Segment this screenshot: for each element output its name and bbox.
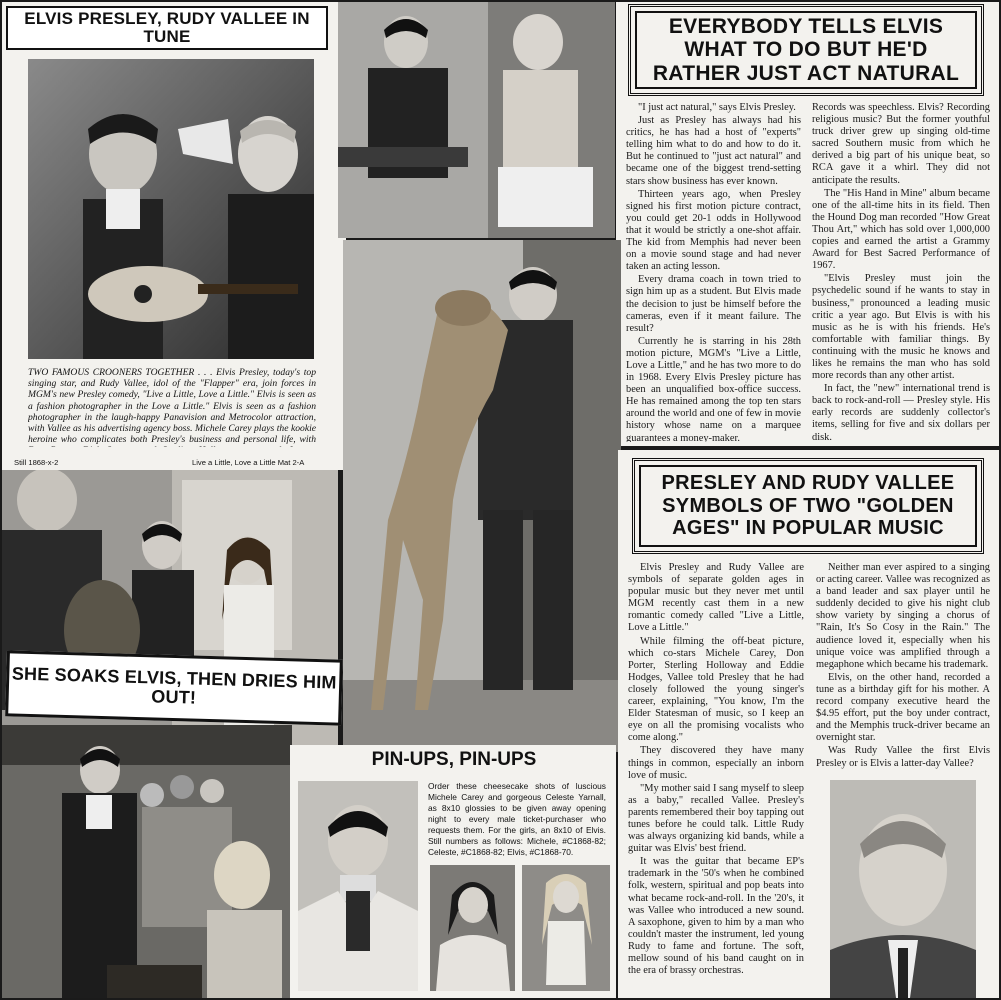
paragraph: Was Rudy Vallee the first Elvis Presley or is Elvis a latter-day Vallee? [816, 745, 990, 769]
headline-act-natural-box [628, 4, 984, 96]
pinups-text: Order these cheesecake shots of luscious Michele Carey and gorgeous Celeste Yarnall, as 8x10 glossies to be given away opening night to every male ticket-purchaser who requests them. For the girls, an 8x10 of Elvis. Still numbers as follows: Michele, #C1868-82; Celeste, #C1868-82; Elvis, #C1868-70. [428, 781, 606, 857]
article-act-natural-col2 [812, 102, 990, 442]
photo-art-5 [2, 725, 292, 998]
paragraph: They discovered they have many things in common, especially an inborn love of music. [628, 745, 804, 781]
paragraph [816, 771, 990, 772]
article-act-natural-col1 [626, 102, 801, 442]
photo-elvis-interview [338, 2, 615, 238]
caption-two-crooners-text: TWO FAMOUS CROONERS TOGETHER . . . Elvis Presley, today's top singing star, and Rudy Vallee, idol of the "Flapper" era, join forces in MGM's new Presley comedy, "Live a Little, Love a Little." Elvis is seen as a fashion photographer in the Love a Little." Elvis is seen as a fashion photographer in the laugh-happy Panavision and Metrocolor attraction, with Vallee as his advertising agency boss. Michele Carey plays the kookie heroine who complicates both Presley's business and personal life, with [28, 367, 316, 446]
photo-pinup-elvis [298, 781, 418, 991]
photo-elvis-great-dane [343, 240, 621, 752]
photo-art-2 [338, 2, 615, 238]
headline-golden-ages: PRESLEY AND RUDY VALLEE SYMBOLS OF TWO "GOLDEN AGES" IN POPULAR MUSIC [639, 465, 977, 547]
paragraph: Every drama coach in town tried to sign him up as a student. But Elvis made the decision to just be himself before the cameras, even if it meant failure. The result? [626, 274, 801, 334]
headline-golden-ages-box [632, 458, 984, 554]
paragraph: Records was speechless. Elvis? Recording religious music? But the former youthful truck driver grew up singing old-time sacred Southern music from which he derived a big part of his unique beat, so RCA gave it a whirl. They did not anticipate the results. [812, 102, 990, 186]
paragraph: "Elvis Presley must join the psychedelic sound if he wants to stay in business," pronounced a leading music critic a year ago. But Elvis is with his music as he is with his friends. He's comfortable with familiar things. By continuing with the music he knows and likes he remains the man who has sold more records than any other artist. [812, 273, 990, 382]
paragraph: While filming the off-beat picture, which co-stars Michele Carey, Don Porter, Sterling Holloway and Eddie Hodges, Vallee told Presley that he had closely followed the young singer's career, explaining, "You know, I'm the Elder Statesman of music, so I keep an eye on all the promising vocalists who come along." [628, 635, 804, 744]
paragraph: It was the guitar that became EP's trademark in the '50's when he combined folk, western, spiritual and pop beats into what became rock-and-roll. In the '20's, it was Vallee who introduced a new sound. A saxophone, given to him by a man who couldn't master the instrument, led young Rudy to fame and fortune. The soft, mellow sound of his band caught on in the era of brassy orchestras. [628, 856, 804, 977]
photo-party-scene [2, 725, 292, 998]
photo-pinup-celeste [522, 865, 610, 991]
headline-she-soaks [5, 650, 343, 725]
caption-two-crooners [28, 367, 316, 447]
panel-elvis-rudy-in-tune [2, 2, 346, 470]
photo-art-8 [522, 865, 610, 991]
photo-art-6 [298, 781, 418, 991]
photo-art-7 [430, 865, 515, 991]
paragraph: Currently he is starring in his 28th motion picture, MGM's "Live a Little, Love a Little," and he has two more to do in 1968. Every Elvis Presley picture has been an unqualified box-office success. He has remained among the top ten stars around the world and one of few in movie history whose name on a marquee guarantees a money-maker. [626, 335, 801, 442]
paragraph: Thirteen years ago, when Presley signed his first motion picture contract, you could get 20-1 odds in Hollywood that it would be strictly a one-shot affair. The kid from Memphis had never been on a movie sound stage and had never taken an acting lesson. [626, 188, 801, 273]
headline-act-natural: EVERYBODY TELLS ELVIS WHAT TO DO BUT HE'D RATHER JUST ACT NATURAL [635, 11, 977, 89]
headline-pinups: PIN-UPS, PIN-UPS [371, 749, 537, 770]
headline-in-tune [6, 6, 328, 50]
paragraph: Elvis, on the other hand, recorded a tune as a birthday gift for his mother. A record company executive heard the $4.95 effort, put the boy under contract, and the Memphis truck-driver became an overnight star. [816, 671, 990, 744]
headline-she-soaks-text: SHE SOAKS ELVIS, THEN DRIES HIM OUT! [11, 663, 337, 708]
still-number: Still 1868-x-2 [14, 458, 59, 467]
paragraph: "My mother said I sang myself to sleep as a baby," recalled Vallee. Presley's parents remembered their boy tapping out tunes before he could talk. Little Rudy was always organizing kid bands, while a guitar was Elvis' best friend. [628, 782, 804, 855]
article-golden-ages [618, 450, 999, 998]
paragraph: "I just act natural," says Elvis Presley. [638, 102, 796, 113]
paragraph: Just as Presley has always had his critics, he has had a host of "experts" telling him what to do and how to do it. But he continued to "just act natural" and became one of the biggest trend-setting stars show business has ever known. [626, 115, 801, 187]
photo-rudy-vallee-portrait [830, 780, 976, 998]
photo-pinup-michele [430, 865, 515, 991]
mat-label: Live a Little, Love a Little Mat 2-A [192, 458, 305, 467]
paragraph: In fact, the "new" international trend is back to rock-and-roll — Presley style. His early records are suddenly collector's items, selling for five and six dollars per disk. [812, 383, 990, 442]
photo-elvis-guitar-rudy-megaphone [28, 59, 314, 359]
photo-art-3 [343, 240, 621, 752]
article-golden-ages-col2 [816, 562, 990, 772]
photo-art-1 [28, 59, 314, 359]
article-golden-ages-col1 [628, 562, 804, 992]
headline-in-tune-text: ELVIS PRESLEY, RUDY VALLEE IN TUNE [24, 9, 310, 46]
article-act-natural [616, 2, 999, 446]
paragraph: Elvis Presley and Rudy Vallee are symbols of separate golden ages in popular music but they never met until MGM recently cast them in a new romantic comedy called "Live a Little, Love a Little." [628, 562, 804, 634]
photo-art-9 [830, 780, 976, 998]
paragraph: Neither man ever aspired to a singing or acting career. Vallee was recognized as a band leader and sax player until he suddenly decided to give his night club show variety by singing a chorus of "Rain, It's So Cosy in the Rain." The audience loved it, especially when his unique voice was amplified through a megaphone which became his trademark. [816, 562, 990, 670]
panel-pinups [290, 745, 616, 998]
paragraph: The "His Hand in Mine" album became one of the all-time hits in its field. Then the Hound Dog man recorded "How Great Thou Art," which has sold over 1,000,000 copies and earned the artist a Grammy Award for Best Sacred Performance of 1967. [812, 187, 990, 272]
